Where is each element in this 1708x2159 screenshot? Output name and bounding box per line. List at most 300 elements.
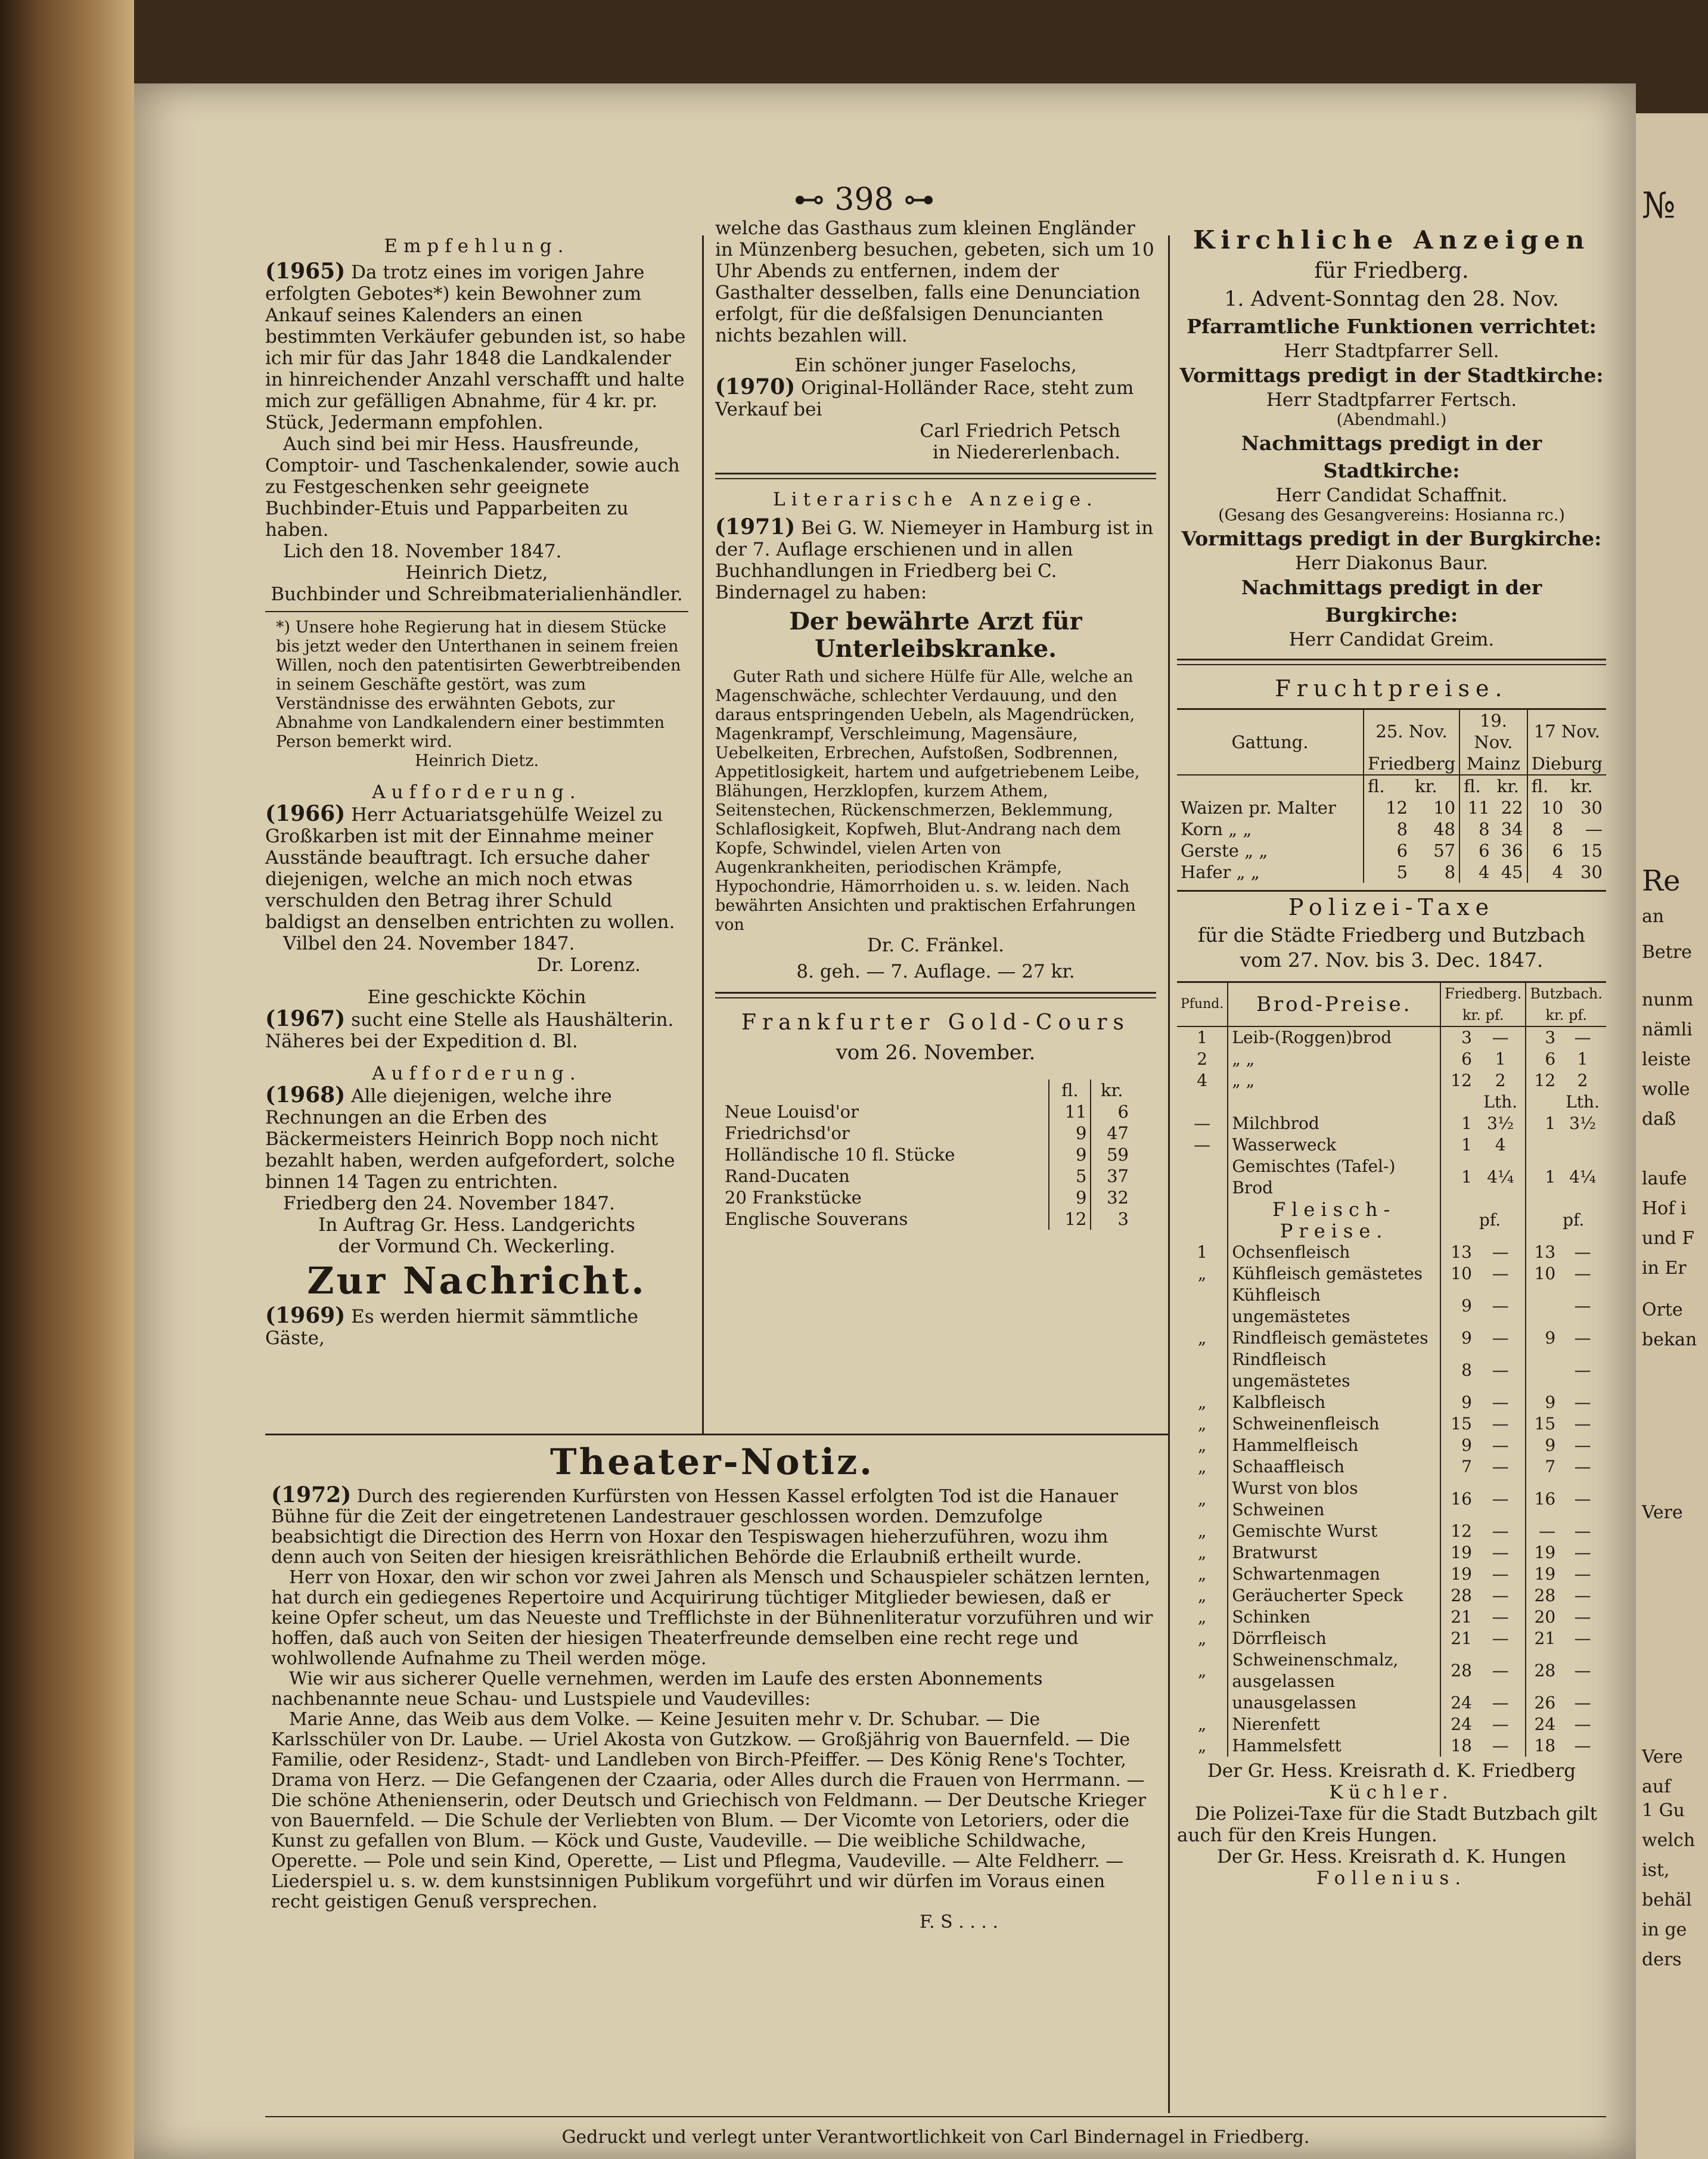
fleisch-row <box>1177 1521 1606 1542</box>
vormittags-stadtkirche-name: Herr Stadtpfarrer Fertsch. <box>1266 389 1517 411</box>
brod-butzbach-label: Butzbach. <box>1530 985 1603 1002</box>
heading-fruchtpreise: Fruchtpreise. <box>1275 675 1508 702</box>
fleisch-row <box>1177 1478 1606 1521</box>
footer-rule <box>265 2116 1606 2117</box>
frucht-value: 30 <box>1580 798 1603 818</box>
price-bb-pf: — <box>1574 1564 1591 1584</box>
price-fb-pf: — <box>1476 1392 1526 1413</box>
fruchtpreise-table <box>1177 708 1606 883</box>
price-fb-pf: — <box>1476 1263 1526 1285</box>
price-fb-pf: — <box>1476 1628 1526 1649</box>
price-bb-pf: 4¼ <box>1569 1167 1597 1187</box>
adjacent-page-word: auf <box>1642 1776 1671 1797</box>
frucht-value: 8 <box>1396 819 1408 839</box>
ad-text-1970: Original-Holländer Race, steht zum Verkauf bei <box>715 377 1134 420</box>
price-bb-pf: — <box>1574 1392 1591 1412</box>
advent-sunday: 1. Advent-Sonntag den 28. Nov. <box>1224 287 1559 311</box>
price-fb-kr: 19 <box>1451 1543 1472 1562</box>
price-fb-kr: 19 <box>1451 1564 1472 1584</box>
price-item: Schweinenschmalz, ausgelassen <box>1228 1649 1440 1692</box>
ornament-left: ⊷ <box>793 182 835 218</box>
frucht-value: 22 <box>1493 797 1527 818</box>
ad-number-1966: (1966) <box>265 801 346 826</box>
ad-signature-1965-title: Buchbinder und Schreibmaterialienhändler. <box>271 584 683 605</box>
price-fb-kr: 28 <box>1451 1586 1472 1605</box>
footnote-signature: Heinrich Dietz. <box>414 752 539 770</box>
polizei-taxe-sub: für die Städte Friedberg und Butzbach <box>1197 923 1586 947</box>
price-fb-pf: — <box>1476 1714 1526 1735</box>
adjacent-page-word: laufe <box>1642 1168 1687 1189</box>
frucht-row <box>1177 818 1606 840</box>
price-bb-pf: 2 <box>1577 1071 1588 1090</box>
price-bb-kr: 1 <box>1545 1113 1556 1133</box>
price-bb-kr <box>1526 1349 1559 1392</box>
price-bb-kr: 24 <box>1534 1714 1556 1734</box>
frucht-value: 15 <box>1580 840 1603 861</box>
gold-name: Englische Souverans <box>725 1209 908 1229</box>
frucht-value: 12 <box>1386 798 1408 818</box>
price-pfund: — <box>1177 1113 1228 1134</box>
frucht-name: Hafer „ „ <box>1177 861 1364 883</box>
price-bb-kr: 7 <box>1545 1457 1556 1476</box>
fleisch-row <box>1177 1349 1606 1392</box>
theater-signature: F. S . . . . <box>919 1912 998 1932</box>
fleisch-row <box>1177 1242 1606 1263</box>
price-bb-kr: 20 <box>1534 1607 1556 1627</box>
abendmahl: (Abendmahl.) <box>1336 411 1447 429</box>
adjacent-page-word: leiste <box>1642 1049 1691 1070</box>
price-fb-kr: 8 <box>1461 1360 1472 1380</box>
frucht-value: 57 <box>1411 840 1459 861</box>
heading-brod-preise: Brod-Preise. <box>1228 982 1440 1027</box>
adjacent-page-word: bekan <box>1642 1329 1697 1350</box>
fleisch-pf-1: pf. <box>1476 1199 1526 1242</box>
theater-top-rule <box>265 1434 1168 1435</box>
gold-kr: 37 <box>1091 1165 1132 1187</box>
price-item: Kalbfleisch <box>1228 1392 1440 1413</box>
price-item <box>1228 1091 1440 1113</box>
fleisch-row <box>1177 1327 1606 1349</box>
price-bb-pf: — <box>1574 1028 1591 1047</box>
ornament-right: ⊶ <box>893 182 935 218</box>
nachmittags-burgkirche-name: Herr Candidat Greim. <box>1288 629 1495 650</box>
book-author: Dr. C. Fränkel. <box>867 935 1004 956</box>
gold-name: Friedrichsd'or <box>725 1123 850 1143</box>
gold-kr: 3 <box>1091 1208 1132 1230</box>
ad-signature-1968-b: der Vormund Ch. Weckerling. <box>338 1236 616 1257</box>
price-pfund: „ <box>1177 1456 1228 1478</box>
frucht-value: 4 <box>1479 862 1490 882</box>
adjacent-page-word: № <box>1642 185 1676 227</box>
adjacent-page-word: welch <box>1642 1830 1695 1851</box>
frucht-kr-1: kr. <box>1411 775 1459 797</box>
price-item: Wasserweck <box>1228 1134 1440 1156</box>
price-pfund: „ <box>1177 1542 1228 1564</box>
frucht-value: 6 <box>1552 840 1564 861</box>
price-pfund: „ <box>1177 1327 1228 1349</box>
price-item: Rindfleisch ungemästetes <box>1228 1349 1440 1392</box>
price-pfund: „ <box>1177 1521 1228 1542</box>
price-bb-kr: 26 <box>1534 1693 1556 1713</box>
adjacent-page-word: nämli <box>1642 1019 1693 1040</box>
theater-paragraph-4: Marie Anne, das Weib aus dem Volke. — Keine Jesuiten mehr v. Dr. Schubar. — Die Karlsschüler von Dr. Laube. — Uriel Akosta von Gutzkow. — Großjährig von Bauernfeld. — Die Familie, oder Residenz-, Stadt- und Landleben von Birch-Pfeiffer. — Des König Rene's Tochter, Drama von Herz. — Die Gefangenen der Czaaria, oder Alles durch die Frauen von Herrmann. — Die schöne Athenienserin, oder Deutsch und Griechisch von Feldmann. — Der Deutsche Krieger von Bauernfeld. — Die Schule der Verliebten von Blum. — Der Vicomte von Letoriers, oder die Kunst zu gefallen von Blum. — Köck und Guste, Vaudeville. — Die weibliche Schildwache, Operette. — Pole und sein Kind, Operette, — List und Pflegma, Vaudeville. — Alte Feldherr. — Liederspiel u. s. w. dem kunstsinnigen Publikum vorgeführt und wir dürfen im Voraus einen recht geistigen Genuß versprechen. <box>271 1709 1147 1912</box>
price-item: Schweinenfleisch <box>1228 1413 1440 1435</box>
adjacent-page-word: und F <box>1642 1228 1695 1249</box>
price-fb-pf: — <box>1476 1285 1526 1327</box>
ad-text-1971: Bei G. W. Niemeyer in Hamburg ist in der 7. Auflage erschienen und in allen Buchhandlungen in Friedberg bei C. Bindernagel zu haben: <box>715 517 1154 603</box>
kreisrath-friedberg: Der Gr. Hess. Kreisrath d. K. Friedberg <box>1207 1760 1576 1782</box>
frucht-row <box>1177 861 1606 883</box>
price-bb-pf: — <box>1574 1360 1591 1380</box>
price-bb-pf: 1 <box>1577 1049 1588 1069</box>
brod-row <box>1177 1113 1606 1134</box>
kreisrath-hungen: Der Gr. Hess. Kreisrath d. K. Hungen <box>1217 1846 1566 1868</box>
brod-fb-units: kr. pf. <box>1462 1007 1504 1023</box>
price-fb-kr <box>1440 1091 1476 1113</box>
price-item: Schinken <box>1228 1606 1440 1628</box>
gold-row <box>721 1122 1132 1144</box>
price-bb-kr: 10 <box>1534 1264 1556 1283</box>
vormittags-burgkirche: Vormittags predigt in der Burgkirche: <box>1181 527 1602 550</box>
price-fb-kr: 9 <box>1461 1435 1472 1455</box>
separator <box>265 611 688 612</box>
frucht-date-3: 17 Nov. <box>1533 721 1600 742</box>
price-item: Kühfleisch ungemästetes <box>1228 1285 1440 1327</box>
price-fb-pf: — <box>1476 1521 1526 1542</box>
price-pfund: 1 <box>1177 1242 1228 1263</box>
price-pfund: „ <box>1177 1585 1228 1606</box>
ad-date-1968: Friedberg den 24. November 1847. <box>283 1193 615 1214</box>
price-fb-kr: 28 <box>1451 1661 1472 1680</box>
price-bb-kr: 15 <box>1534 1414 1556 1434</box>
price-pfund: „ <box>1177 1435 1228 1456</box>
ad-signature-1970-b: in Niedererlenbach. <box>932 442 1120 463</box>
book-description: Guter Rath und sichere Hülfe für Alle, welche an Magenschwäche, schlechter Verdauung, und den daraus entspringenden Uebeln, als Magendrücken, Magenkrampf, Verschleimung, Magensäure, Uebelkeiten, Erbrechen, Aufstoßen, Sodbrennen, Appetitlosigkeit, hartem und aufgetriebenem Leibe, Blähungen, Herzklopfen, kurzem Athem, Seitenstechen, Rückenschmerzen, Beklemmung, Schlaflosigkeit, Kopfweh, Blut-Andrang nach dem Kopfe, Schwindel, vielen Arten von Augenkrankheiten, periodischen Krämpfe, Hypochondrie, Hämorrhoiden u. s. w. leiden. Nach bewährten Ansichten und praktischen Erfahrungen von <box>715 668 1140 934</box>
price-fb-kr: 21 <box>1451 1607 1472 1627</box>
price-bb-kr <box>1526 1134 1559 1156</box>
price-fb-pf: Lth. <box>1476 1091 1526 1113</box>
price-pfund <box>1177 1156 1228 1199</box>
book-title: Der bewährte Arzt für Unterleibskranke. <box>789 607 1082 663</box>
adjacent-page-word: Hof i <box>1642 1198 1687 1219</box>
price-item: Milchbrod <box>1228 1113 1440 1134</box>
price-fb-pf: — <box>1476 1435 1526 1456</box>
frucht-place-1: Friedberg <box>1364 753 1459 775</box>
price-fb-kr: 24 <box>1451 1693 1472 1713</box>
price-bb-pf: — <box>1574 1264 1591 1283</box>
fleisch-row <box>1177 1413 1606 1435</box>
gold-name: Neue Louisd'or <box>725 1102 859 1122</box>
adjacent-page-strip <box>1636 113 1708 2159</box>
page-number-value: 398 <box>834 182 894 218</box>
price-fb-pf: 4¼ <box>1476 1156 1526 1199</box>
vormittags-stadtkirche: Vormittags predigt in der Stadtkirche: <box>1179 364 1604 387</box>
price-pfund: „ <box>1177 1263 1228 1285</box>
gesang-note: (Gesang des Gesangvereins: Hosianna rc.) <box>1218 506 1565 525</box>
gold-name: Rand-Ducaten <box>725 1166 850 1186</box>
book-price: 8. geh. — 7. Auflage. — 27 kr. <box>796 961 1075 982</box>
price-item: „ „ <box>1228 1049 1440 1070</box>
price-bb-kr: 1 <box>1545 1167 1556 1187</box>
footnote: *) Unsere hohe Regierung hat in diesem Stücke bis jetzt weder den Unterthanen in seinem freien Willen, noch den patentisirten Gewerbtreibenden in seinem Geschäfte gestört, was zum Verständnisse des erwähnten Gebots, zur Abnahme von Landkalendern einer bestimmten Person bemerkt wird. <box>276 618 681 751</box>
adjacent-page-word: ders <box>1642 1949 1682 1970</box>
price-fb-kr: 18 <box>1451 1736 1472 1755</box>
ad-number-1965: (1965) <box>265 259 346 284</box>
price-bb-kr: 9 <box>1545 1328 1556 1348</box>
frucht-value: 4 <box>1552 862 1564 882</box>
gold-kr: 6 <box>1091 1101 1132 1122</box>
price-bb-pf: — <box>1574 1607 1591 1627</box>
price-fb-pf: — <box>1476 1478 1526 1521</box>
price-fb-kr: 9 <box>1461 1392 1472 1412</box>
adjacent-page-word: Betre <box>1642 942 1692 963</box>
price-bb-kr: 19 <box>1534 1543 1556 1562</box>
price-fb-pf: — <box>1476 1349 1526 1392</box>
heading-aufforderung-1: Aufforderung. <box>372 781 582 803</box>
fleisch-row <box>1177 1542 1606 1564</box>
brod-row <box>1177 1156 1606 1199</box>
price-bb-kr: 21 <box>1534 1628 1556 1648</box>
price-fb-pf: — <box>1476 1735 1526 1757</box>
price-pfund: „ <box>1177 1649 1228 1692</box>
fleisch-pf-2: pf. <box>1563 1210 1585 1230</box>
column-divider-1 <box>702 235 704 1434</box>
separator <box>1177 659 1606 665</box>
price-pfund: 4 <box>1177 1070 1228 1091</box>
price-fb-kr: 21 <box>1451 1628 1472 1648</box>
separator <box>715 992 1156 998</box>
price-fb-pf: — <box>1476 1692 1526 1714</box>
price-bb-kr: 9 <box>1545 1392 1556 1412</box>
heading-gold-cours: Frankfurter Gold-Cours <box>741 1010 1131 1035</box>
frucht-date-1: 25. Nov. <box>1364 709 1459 753</box>
frucht-kr-3: kr. <box>1570 776 1593 796</box>
price-pfund: „ <box>1177 1714 1228 1735</box>
price-bb-pf: — <box>1574 1242 1591 1262</box>
adjacent-page-word: in ge <box>1642 1919 1687 1940</box>
price-item: Dörrfleisch <box>1228 1628 1440 1649</box>
brod-friedberg-label: Friedberg. <box>1445 985 1522 1002</box>
price-pfund: „ <box>1177 1413 1228 1435</box>
gold-fl: 5 <box>1049 1165 1091 1187</box>
theater-notiz <box>271 1440 1153 1932</box>
adjacent-page-word: behäl <box>1642 1890 1692 1910</box>
frucht-place-2: Mainz <box>1459 753 1527 775</box>
ad-text-1965: Da trotz eines im vorigen Jahre erfolgten Gebotes*) kein Bewohner zum Ankauf seines Kalenders an einen bestimmten Verkäufer gebunden ist, so habe ich mir für das Jahr 1848 die Landkalender in hinreichender Anzahl verschafft und halte mich zur gefälligen Abnahme, für 4 kr. pr. Stück, Jedermann empfohlen. <box>265 262 686 433</box>
price-fb-pf: 1 <box>1476 1049 1526 1070</box>
frucht-value: 11 <box>1467 798 1490 818</box>
gold-fl: 9 <box>1049 1187 1091 1208</box>
price-pfund: „ <box>1177 1392 1228 1413</box>
price-fb-kr: 6 <box>1461 1049 1472 1069</box>
price-bb-pf: — <box>1574 1628 1591 1648</box>
frucht-fl-1: fl. <box>1368 776 1385 796</box>
heading-theater-notiz: Theater-Notiz. <box>549 1441 875 1483</box>
price-item: Gemischtes (Tafel-) Brod <box>1228 1156 1440 1199</box>
adjacent-page-word: nunm <box>1642 989 1694 1010</box>
fleisch-row <box>1177 1392 1606 1413</box>
fleisch-row <box>1177 1456 1606 1478</box>
price-bb-pf: — <box>1574 1296 1591 1316</box>
frucht-row <box>1177 797 1606 818</box>
separator <box>715 473 1156 479</box>
frucht-value: 36 <box>1493 840 1527 861</box>
frucht-place-3: Dieburg <box>1527 753 1606 775</box>
price-fb-kr: 1 <box>1461 1113 1472 1133</box>
price-bb-pf: — <box>1574 1693 1591 1713</box>
frucht-name: Korn „ „ <box>1177 818 1364 840</box>
price-pfund: „ <box>1177 1606 1228 1628</box>
adjacent-page-word: Orte <box>1642 1299 1683 1320</box>
frucht-name: Waizen pr. Malter <box>1177 797 1364 818</box>
price-item: Rindfleisch gemästetes <box>1228 1327 1440 1349</box>
price-item: Schaaffleisch <box>1228 1456 1440 1478</box>
price-fb-kr: 12 <box>1451 1521 1472 1541</box>
price-fb-kr: 9 <box>1461 1296 1472 1316</box>
gold-col-fl: fl. <box>1049 1080 1091 1101</box>
price-fb-kr: 15 <box>1451 1414 1472 1434</box>
gold-fl: 9 <box>1049 1144 1091 1165</box>
gold-kr: 59 <box>1091 1144 1132 1165</box>
price-item: Hammelsfett <box>1228 1735 1440 1757</box>
frucht-value: 10 <box>1411 797 1459 818</box>
price-fb-kr: 9 <box>1461 1328 1472 1348</box>
brod-row <box>1177 1134 1606 1156</box>
brod-row <box>1177 1049 1606 1070</box>
price-fb-pf: — <box>1476 1327 1526 1349</box>
gold-fl: 12 <box>1049 1208 1091 1230</box>
frucht-value: 30 <box>1580 862 1603 882</box>
ad-text-1966: Herr Actuariatsgehülfe Weizel zu Großkarben ist mit der Einnahme meiner Ausstände beauftragt. Ich ersuche daher diejenigen, welche an mich noch etwas verschulden den Betrag ihrer Schuld baldigst an denselben entrichten zu wollen. <box>265 804 675 933</box>
price-bb-kr: 28 <box>1534 1586 1556 1605</box>
price-fb-pf: — <box>1476 1242 1526 1263</box>
frucht-value: 6 <box>1396 840 1408 861</box>
fleisch-row <box>1177 1606 1606 1628</box>
page-number <box>793 182 936 218</box>
price-fb-pf: — <box>1476 1413 1526 1435</box>
price-fb-pf: — <box>1476 1649 1526 1692</box>
adjacent-page-word: 1 Gu <box>1642 1800 1685 1821</box>
ad-number-1970: (1970) <box>715 374 796 399</box>
heading-literarische-anzeige: Literarische Anzeige. <box>773 489 1098 510</box>
gold-row <box>721 1101 1132 1122</box>
frucht-row <box>1177 840 1606 861</box>
theater-paragraph-1: Durch des regierenden Kurfürsten von Hessen Kassel erfolgten Tod ist die Hanauer Bühne für die Zeit der eingetretenen Landestrauer geschlossen worden. Demzufolge beabsichtigt die Direction des Herrn von Hoxar den Tespiswagen hieherzuführen, wozu ihm denn auch von Seiten der hiesigen kreisräthlichen Behörde die Erlaubniß ertheilt wurde. <box>271 1486 1118 1568</box>
column-2 <box>715 218 1156 1230</box>
brod-row <box>1177 1026 1606 1049</box>
price-bb-pf: — <box>1574 1435 1591 1455</box>
frucht-value: — <box>1585 819 1603 839</box>
nachmittags-burgkirche: Nachmittags predigt in der Burgkirche: <box>1241 576 1542 626</box>
price-bb-kr: 3 <box>1545 1028 1556 1047</box>
brod-preise-table <box>1177 981 1606 1757</box>
imprint-footer: Gedruckt und verlegt unter Verantwortlichkeit von Carl Bindernagel in Friedberg. <box>561 2127 1310 2148</box>
price-fb-pf: — <box>1476 1542 1526 1564</box>
ad-signature-1968: In Auftrag Gr. Hess. Landgerichts <box>318 1214 635 1236</box>
fleisch-row <box>1177 1263 1606 1285</box>
frucht-value: 10 <box>1541 798 1564 818</box>
price-bb-pf: — <box>1574 1661 1591 1680</box>
price-item: Schwartenmagen <box>1228 1564 1440 1585</box>
price-bb-kr: 6 <box>1545 1049 1556 1069</box>
fleisch-row <box>1177 1714 1606 1735</box>
heading-kirchliche-sub: für Friedberg. <box>1314 259 1469 283</box>
price-bb-pf: — <box>1574 1457 1591 1476</box>
fleisch-row <box>1177 1692 1606 1714</box>
price-item: Kühfleisch gemästetes <box>1228 1263 1440 1285</box>
gold-kr: 32 <box>1091 1187 1132 1208</box>
price-pfund: — <box>1177 1134 1228 1156</box>
frucht-kr-2: kr. <box>1493 775 1527 797</box>
ad-number-1969: (1969) <box>265 1303 346 1328</box>
price-fb-kr: 12 <box>1451 1071 1472 1090</box>
ad-number-1971: (1971) <box>715 514 796 539</box>
price-bb-pf: 3½ <box>1569 1113 1597 1133</box>
fleisch-row <box>1177 1435 1606 1456</box>
adjacent-page-word: wolle <box>1642 1079 1690 1100</box>
price-bb-kr: 12 <box>1534 1071 1556 1090</box>
gold-name: Holländische 10 fl. Stücke <box>725 1144 955 1165</box>
price-fb-kr: 16 <box>1451 1489 1472 1509</box>
price-item: Leib-(Roggen)brod <box>1228 1026 1440 1049</box>
ad-text-1965-b: Auch sind bei mir Hess. Hausfreunde, Comptoir- und Taschenkalender, sowie auch zu Festgeschenken sehr geeignete Buchbinder-Etuis und Papparbeiten zu haben. <box>265 433 680 541</box>
price-item: Hammelfleisch <box>1228 1435 1440 1456</box>
ad-date-1965: Lich den 18. November 1847. <box>283 541 562 562</box>
adjacent-page-word: Vere <box>1642 1502 1683 1523</box>
heading-kirchliche-anzeigen: Kirchliche Anzeigen <box>1193 225 1591 255</box>
price-bb-kr: 28 <box>1534 1661 1556 1680</box>
heading-faselochs: Ein schöner junger Faselochs, <box>794 355 1077 376</box>
brod-pfund-header: Pfund. <box>1177 982 1228 1027</box>
price-pfund <box>1177 1091 1228 1113</box>
brod-bb-units: kr. pf. <box>1545 1007 1588 1023</box>
price-bb-pf: Lth. <box>1566 1092 1600 1112</box>
price-bb-pf: — <box>1574 1521 1591 1541</box>
heading-koechin: Eine geschickte Köchin <box>367 987 586 1008</box>
frucht-value: 45 <box>1493 861 1527 883</box>
kreisrath-hungen-name: Follenius. <box>1316 1868 1467 1889</box>
price-fb-kr: 1 <box>1461 1135 1472 1155</box>
price-item: Wurst von blos Schweinen <box>1228 1478 1440 1521</box>
heading-zur-nachricht: Zur Nachricht. <box>307 1259 647 1302</box>
frucht-value: 5 <box>1396 862 1408 882</box>
price-pfund: 2 <box>1177 1049 1228 1070</box>
price-fb-pf: 3½ <box>1476 1113 1526 1134</box>
ad-signature-1970: Carl Friedrich Petsch <box>920 420 1120 442</box>
theater-paragraph-3: Wie wir aus sicherer Quelle vernehmen, werden im Laufe des ersten Abonnements nachbenannte neue Schau- und Lustspiele und Vaudevilles: <box>271 1668 1043 1710</box>
heading-polizei-taxe: Polizei-Taxe <box>1177 890 1606 923</box>
price-fb-pf: — <box>1476 1585 1526 1606</box>
price-bb-pf: — <box>1574 1543 1591 1562</box>
fleisch-row <box>1177 1285 1606 1327</box>
fleisch-row <box>1177 1585 1606 1606</box>
price-bb-pf: — <box>1574 1414 1591 1434</box>
price-bb-kr: 19 <box>1534 1564 1556 1584</box>
ad-text-1967: sucht eine Stelle als Haushälterin. Näheres bei der Expedition d. Bl. <box>265 1009 674 1052</box>
price-fb-kr: 10 <box>1451 1264 1472 1283</box>
price-pfund: „ <box>1177 1564 1228 1585</box>
price-item: Geräucherter Speck <box>1228 1585 1440 1606</box>
book-spine-edge <box>0 0 134 2159</box>
price-pfund: „ <box>1177 1628 1228 1649</box>
fleisch-row <box>1177 1649 1606 1692</box>
column-1 <box>265 235 688 1349</box>
price-fb-pf: — <box>1476 1564 1526 1585</box>
fleisch-row <box>1177 1628 1606 1649</box>
price-pfund: 1 <box>1177 1026 1228 1049</box>
ad-text-1969-cont: welche das Gasthaus zum kleinen Engländer in Münzenberg besuchen, gebeten, sich um 10 Uhr Abends zu entfernen, indem der Gasthalter desselben, falls eine Denunciation erfolgt, für die deßfalsigen Denuncianten nichts bezahlen will. <box>715 218 1154 346</box>
price-fb-pf: — <box>1476 1026 1526 1049</box>
